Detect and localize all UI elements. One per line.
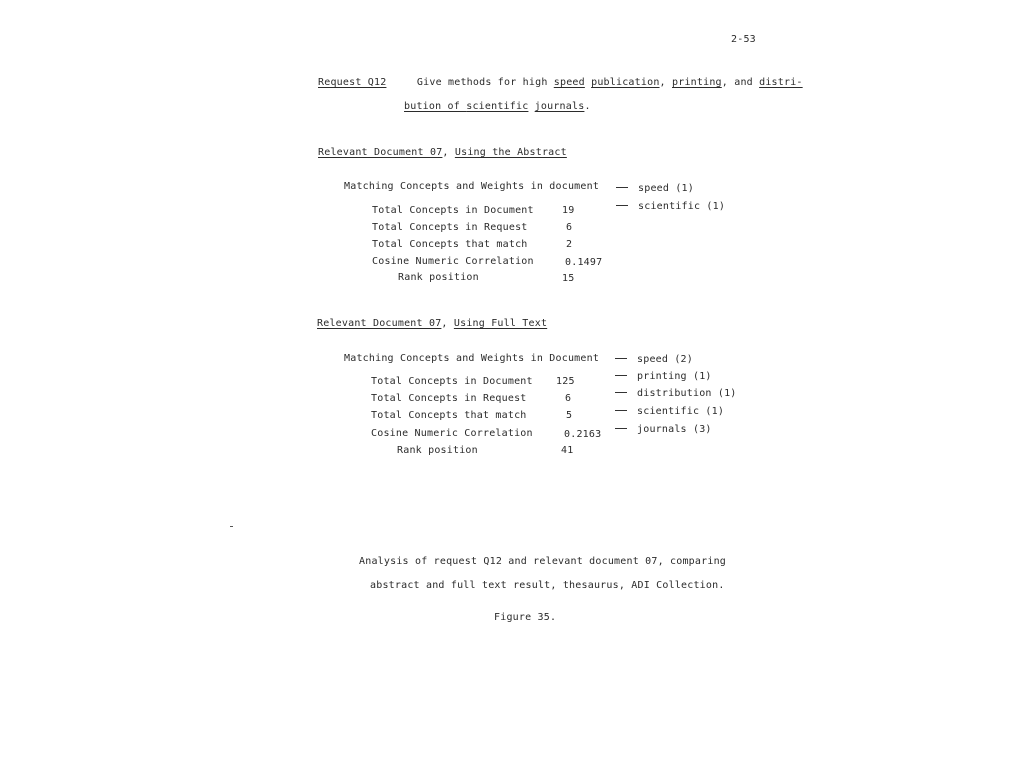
section2-concept-item: scientific (1) — [615, 406, 724, 417]
request-period: . — [584, 101, 591, 112]
section2-row-label: Total Concepts in Document — [371, 376, 533, 387]
request-line-2 — [404, 101, 591, 112]
section1-row-value: 6 — [566, 222, 573, 233]
section2-row-value: 125 — [556, 376, 575, 387]
request-line-1 — [318, 77, 803, 88]
request-scientific: scientific — [466, 101, 529, 112]
section2-concept-item: speed (2) — [615, 354, 693, 365]
request-journals: journals — [534, 101, 585, 112]
page-number: 2-53 — [731, 34, 756, 45]
request-text-prefix: Give methods for high — [416, 77, 554, 88]
caption-line-2: abstract and full text result, thesaurus, ADI Collection. — [370, 580, 725, 591]
section2-row-label: Total Concepts in Request — [371, 393, 527, 404]
section1-concept-item: speed (1) — [616, 183, 694, 194]
section2-concept-item: journals (3) — [615, 424, 712, 435]
section1-rank-value: 15 — [562, 273, 575, 284]
request-and: , and — [721, 77, 760, 88]
section1-heading-doc: Relevant Document 07 — [318, 147, 443, 158]
section1-row-value: 0.1497 — [565, 257, 603, 268]
section1-heading-sep: , — [442, 147, 455, 158]
section2-rank-label: Rank position — [397, 445, 478, 456]
section2-matching-label: Matching Concepts and Weights in Document — [344, 353, 600, 364]
section1-rank-label: Rank position — [398, 272, 479, 283]
request-speed: speed — [553, 77, 585, 88]
section1-row-label: Total Concepts in Request — [372, 222, 528, 233]
section2-row-label: Total Concepts that match — [371, 410, 527, 421]
section1-row-label: Total Concepts in Document — [372, 205, 534, 216]
section1-matching-label: Matching Concepts and Weights in document — [344, 181, 600, 192]
section2-heading-using: Using Full Text — [453, 318, 548, 329]
section2-heading — [317, 318, 547, 329]
section1-row-value: 19 — [562, 205, 575, 216]
section2-row-label: Cosine Numeric Correlation — [371, 428, 533, 439]
request-distri: distri- — [759, 77, 803, 88]
section2-rank-value: 41 — [561, 445, 574, 456]
scan-speck — [230, 526, 233, 527]
section2-concept-item: distribution (1) — [615, 388, 737, 399]
section1-row-label: Total Concepts that match — [372, 239, 528, 250]
section2-row-value: 0.2163 — [564, 429, 602, 440]
section1-row-value: 2 — [566, 239, 573, 250]
section2-row-value: 6 — [565, 393, 572, 404]
request-bution-of: bution of — [404, 101, 467, 112]
request-comma: , — [659, 77, 666, 88]
section1-row-label: Cosine Numeric Correlation — [372, 256, 534, 267]
request-printing: printing — [672, 77, 722, 88]
section2-heading-sep: , — [441, 318, 454, 329]
section1-concept-item: scientific (1) — [616, 201, 725, 212]
figure-label: Figure 35. — [494, 612, 557, 623]
section1-heading — [318, 147, 567, 158]
section2-heading-doc: Relevant Document 07 — [317, 318, 442, 329]
section2-concept-item: printing (1) — [615, 371, 712, 382]
caption-line-1: Analysis of request Q12 and relevant document 07, comparing — [359, 556, 727, 567]
section1-heading-using: Using the Abstract — [454, 147, 567, 158]
section2-row-value: 5 — [566, 410, 573, 421]
request-label: Request Q12 — [318, 77, 387, 88]
request-publication: publication — [591, 77, 660, 88]
